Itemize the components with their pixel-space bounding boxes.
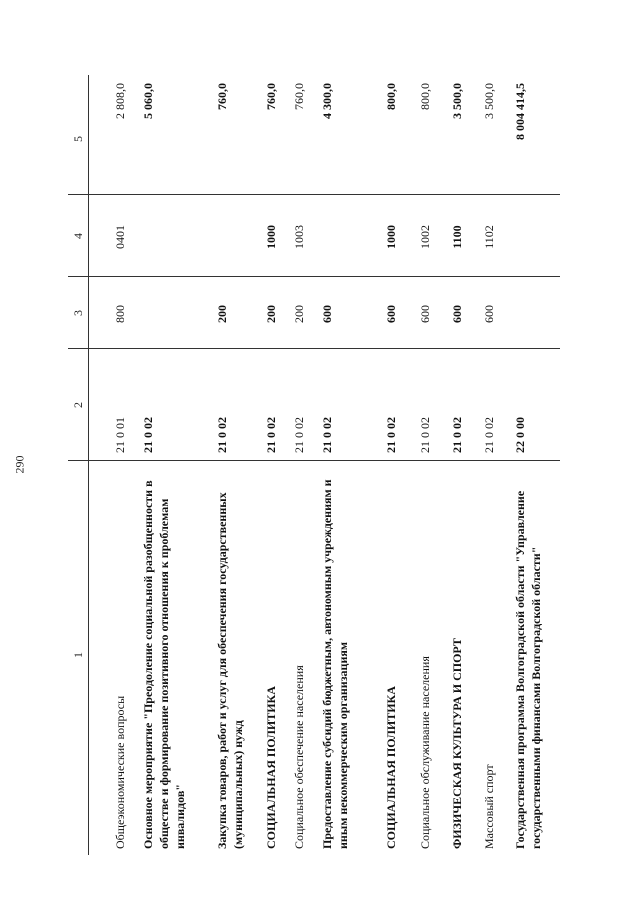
row-col3: 800 [113, 305, 127, 323]
row-name: СОЦИАЛЬНАЯ ПОЛИТИКА [264, 686, 278, 849]
row-amount: 8 004 414,5 [513, 83, 527, 140]
header-col-2: 2 [71, 402, 85, 408]
row-name: Предоставление субсидий бюджетным, автономным учреждениям и иным некоммерческим организациям [320, 479, 350, 849]
row-amount: 800,0 [384, 83, 398, 110]
row-name: Массовый спорт [482, 764, 496, 849]
row-col4: 1100 [450, 225, 464, 249]
row-code: 21 0 02 [215, 417, 229, 453]
row-name: ФИЗИЧЕСКАЯ КУЛЬТУРА И СПОРТ [450, 638, 464, 849]
header-col-5: 5 [71, 136, 85, 142]
row-code: 21 0 02 [292, 417, 306, 453]
row-col4: 1102 [482, 225, 496, 249]
row-col3: 200 [215, 305, 229, 323]
row-code: 21 0 02 [482, 417, 496, 453]
header-col-1: 1 [71, 652, 85, 658]
row-amount: 3 500,0 [482, 83, 496, 119]
row-code: 21 0 02 [264, 417, 278, 453]
header-col-4: 4 [71, 233, 85, 239]
row-name: СОЦИАЛЬНАЯ ПОЛИТИКА [384, 686, 398, 849]
row-amount: 3 500,0 [450, 83, 464, 119]
row-name: Основное мероприятие "Преодоление социальной разобщенности в обществе и формирование позитивного отношения к проблемам инвалидов" [141, 480, 187, 849]
row-amount: 800,0 [418, 83, 432, 110]
row-col3: 600 [320, 305, 334, 323]
row-col3: 600 [482, 305, 496, 323]
row-col4: 1000 [264, 225, 278, 249]
row-code: 21 0 02 [320, 417, 334, 453]
row-name: Закупка товаров, работ и услуг для обеспечения государственных (муниципальных) нужд [215, 492, 245, 849]
row-col3: 600 [450, 305, 464, 323]
row-code: 21 0 02 [384, 417, 398, 453]
row-code: 21 0 02 [141, 417, 155, 453]
row-col3: 200 [264, 305, 278, 323]
row-code: 21 0 02 [418, 417, 432, 453]
row-col3: 600 [384, 305, 398, 323]
row-name: Общеэкономические вопросы [113, 695, 127, 849]
row-amount: 2 808,0 [113, 83, 127, 119]
header-rule [88, 75, 89, 855]
row-amount: 4 300,0 [320, 83, 334, 119]
row-name: Государственная программа Волгоградской области "Управление государственными финансами Волгоградской области" [513, 490, 543, 849]
row-col4: 1002 [418, 225, 432, 249]
row-amount: 760,0 [215, 83, 229, 110]
row-col3: 200 [292, 305, 306, 323]
row-code: 22 0 00 [513, 417, 527, 453]
page-number: 290 [12, 455, 27, 474]
row-col4: 1000 [384, 225, 398, 249]
row-col4: 1003 [292, 225, 306, 249]
row-col3: 600 [418, 305, 432, 323]
header-col-3: 3 [71, 310, 85, 316]
row-amount: 760,0 [264, 83, 278, 110]
row-amount: 760,0 [292, 83, 306, 110]
row-name: Социальное обеспечение населения [292, 665, 306, 849]
row-code: 21 0 01 [113, 417, 127, 453]
row-amount: 5 060,0 [141, 83, 155, 119]
row-code: 21 0 02 [450, 417, 464, 453]
budget-table [68, 75, 560, 855]
row-col4: 0401 [113, 225, 127, 249]
row-name: Социальное обслуживание населения [418, 656, 432, 849]
